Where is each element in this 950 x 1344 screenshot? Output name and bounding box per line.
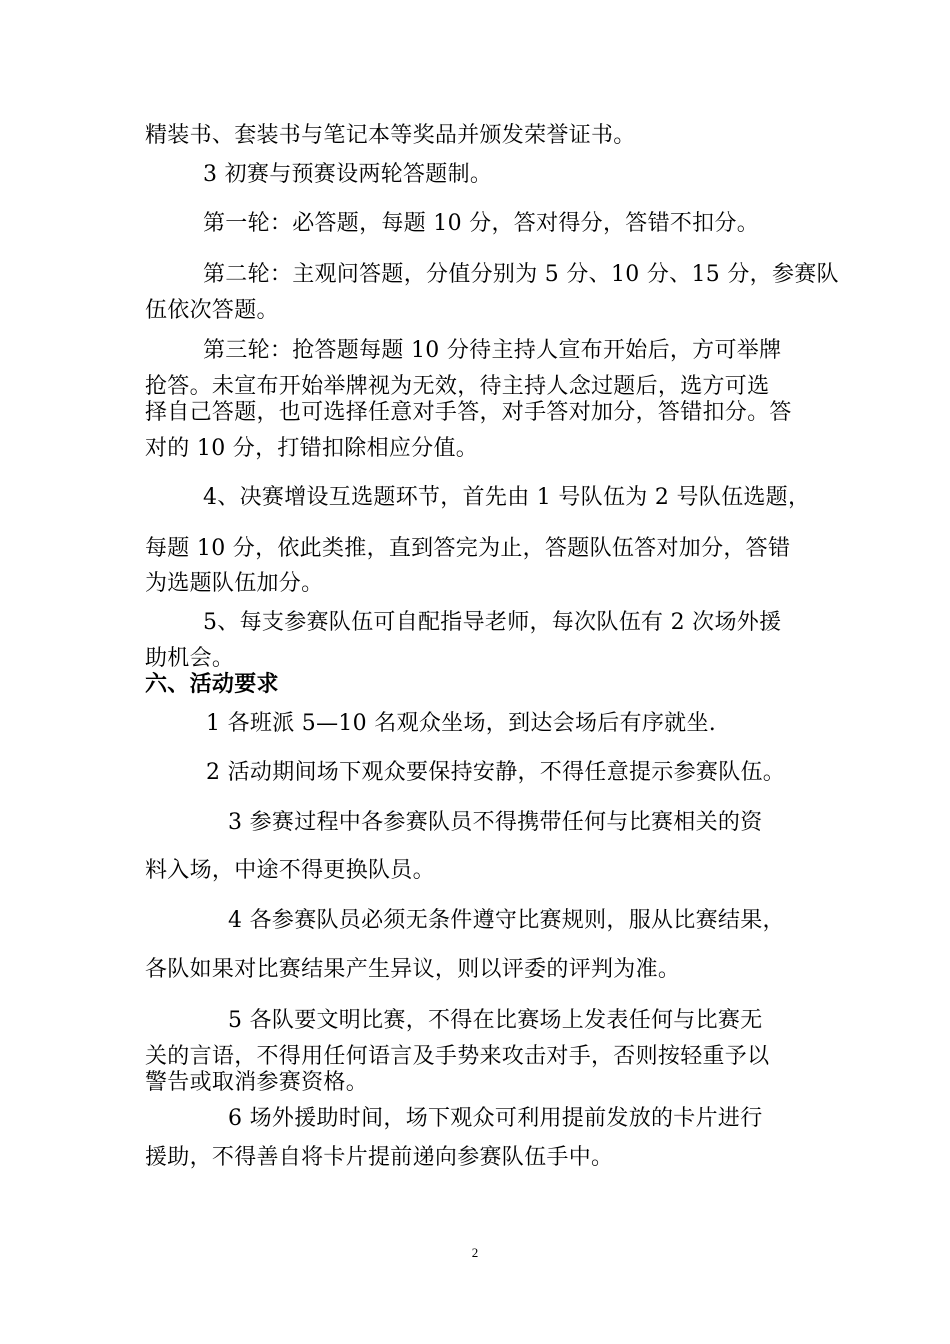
- text-line: 第二轮：主观问答题，分值分别为 5 分、10 分、15 分，参赛队: [203, 262, 839, 287]
- text-line: 2 活动期间场下观众要保持安静，不得任意提示参赛队伍。: [206, 760, 786, 785]
- text-line: 精装书、套装书与笔记本等奖品并颁发荣誉证书。: [145, 123, 636, 148]
- text-line: 4、决赛增设互选题环节，首先由 1 号队伍为 2 号队伍选题，: [203, 485, 811, 510]
- text-line: 料入场，中途不得更换队员。: [145, 858, 435, 883]
- text-line: 3 初赛与预赛设两轮答题制。: [203, 162, 493, 187]
- text-line: 援助，不得善自将卡片提前递向参赛队伍手中。: [145, 1145, 614, 1170]
- text-line: 警告或取消参赛资格。: [145, 1070, 369, 1095]
- text-line: 5、每支参赛队伍可自配指导老师，每次队伍有 2 次场外援: [203, 610, 782, 635]
- text-line: 助机会。: [145, 646, 235, 671]
- text-line: 关的言语，不得用任何语言及手势来攻击对手，否则按轻重予以: [145, 1044, 770, 1069]
- text-line: 4 各参赛队员必须无条件遵守比赛规则，服从比赛结果，: [228, 908, 785, 933]
- text-line: 抢答。未宣布开始举牌视为无效，待主持人念过题后，选方可选: [145, 374, 770, 399]
- text-line: 1 各班派 5—10 名观众坐场，到达会场后有序就坐.: [206, 711, 717, 736]
- text-line: 伍依次答题。: [145, 298, 279, 323]
- page-number: 2: [471, 1245, 479, 1260]
- text-line: 第一轮：必答题，每题 10 分，答对得分，答错不扣分。: [203, 211, 760, 236]
- section-heading: 六、活动要求: [145, 672, 279, 697]
- text-line: 5 各队要文明比赛，不得在比赛场上发表任何与比赛无: [228, 1008, 763, 1033]
- text-line: 择自己答题，也可选择任意对手答，对手答对加分，答错扣分。答: [145, 400, 792, 425]
- text-line: 第三轮：抢答题每题 10 分待主持人宣布开始后，方可举牌: [203, 338, 782, 363]
- text-line: 3 参赛过程中各参赛队员不得携带任何与比赛相关的资: [228, 810, 763, 835]
- text-line: 为选题队伍加分。: [145, 571, 324, 596]
- text-line: 对的 10 分，打错扣除相应分值。: [145, 436, 479, 461]
- text-line: 各队如果对比赛结果产生异议，则以评委的评判为准。: [145, 957, 681, 982]
- text-line: 每题 10 分，依此类推，直到答完为止，答题队伍答对加分，答错: [145, 536, 791, 561]
- text-line: 6 场外援助时间，场下观众可利用提前发放的卡片进行: [228, 1106, 763, 1131]
